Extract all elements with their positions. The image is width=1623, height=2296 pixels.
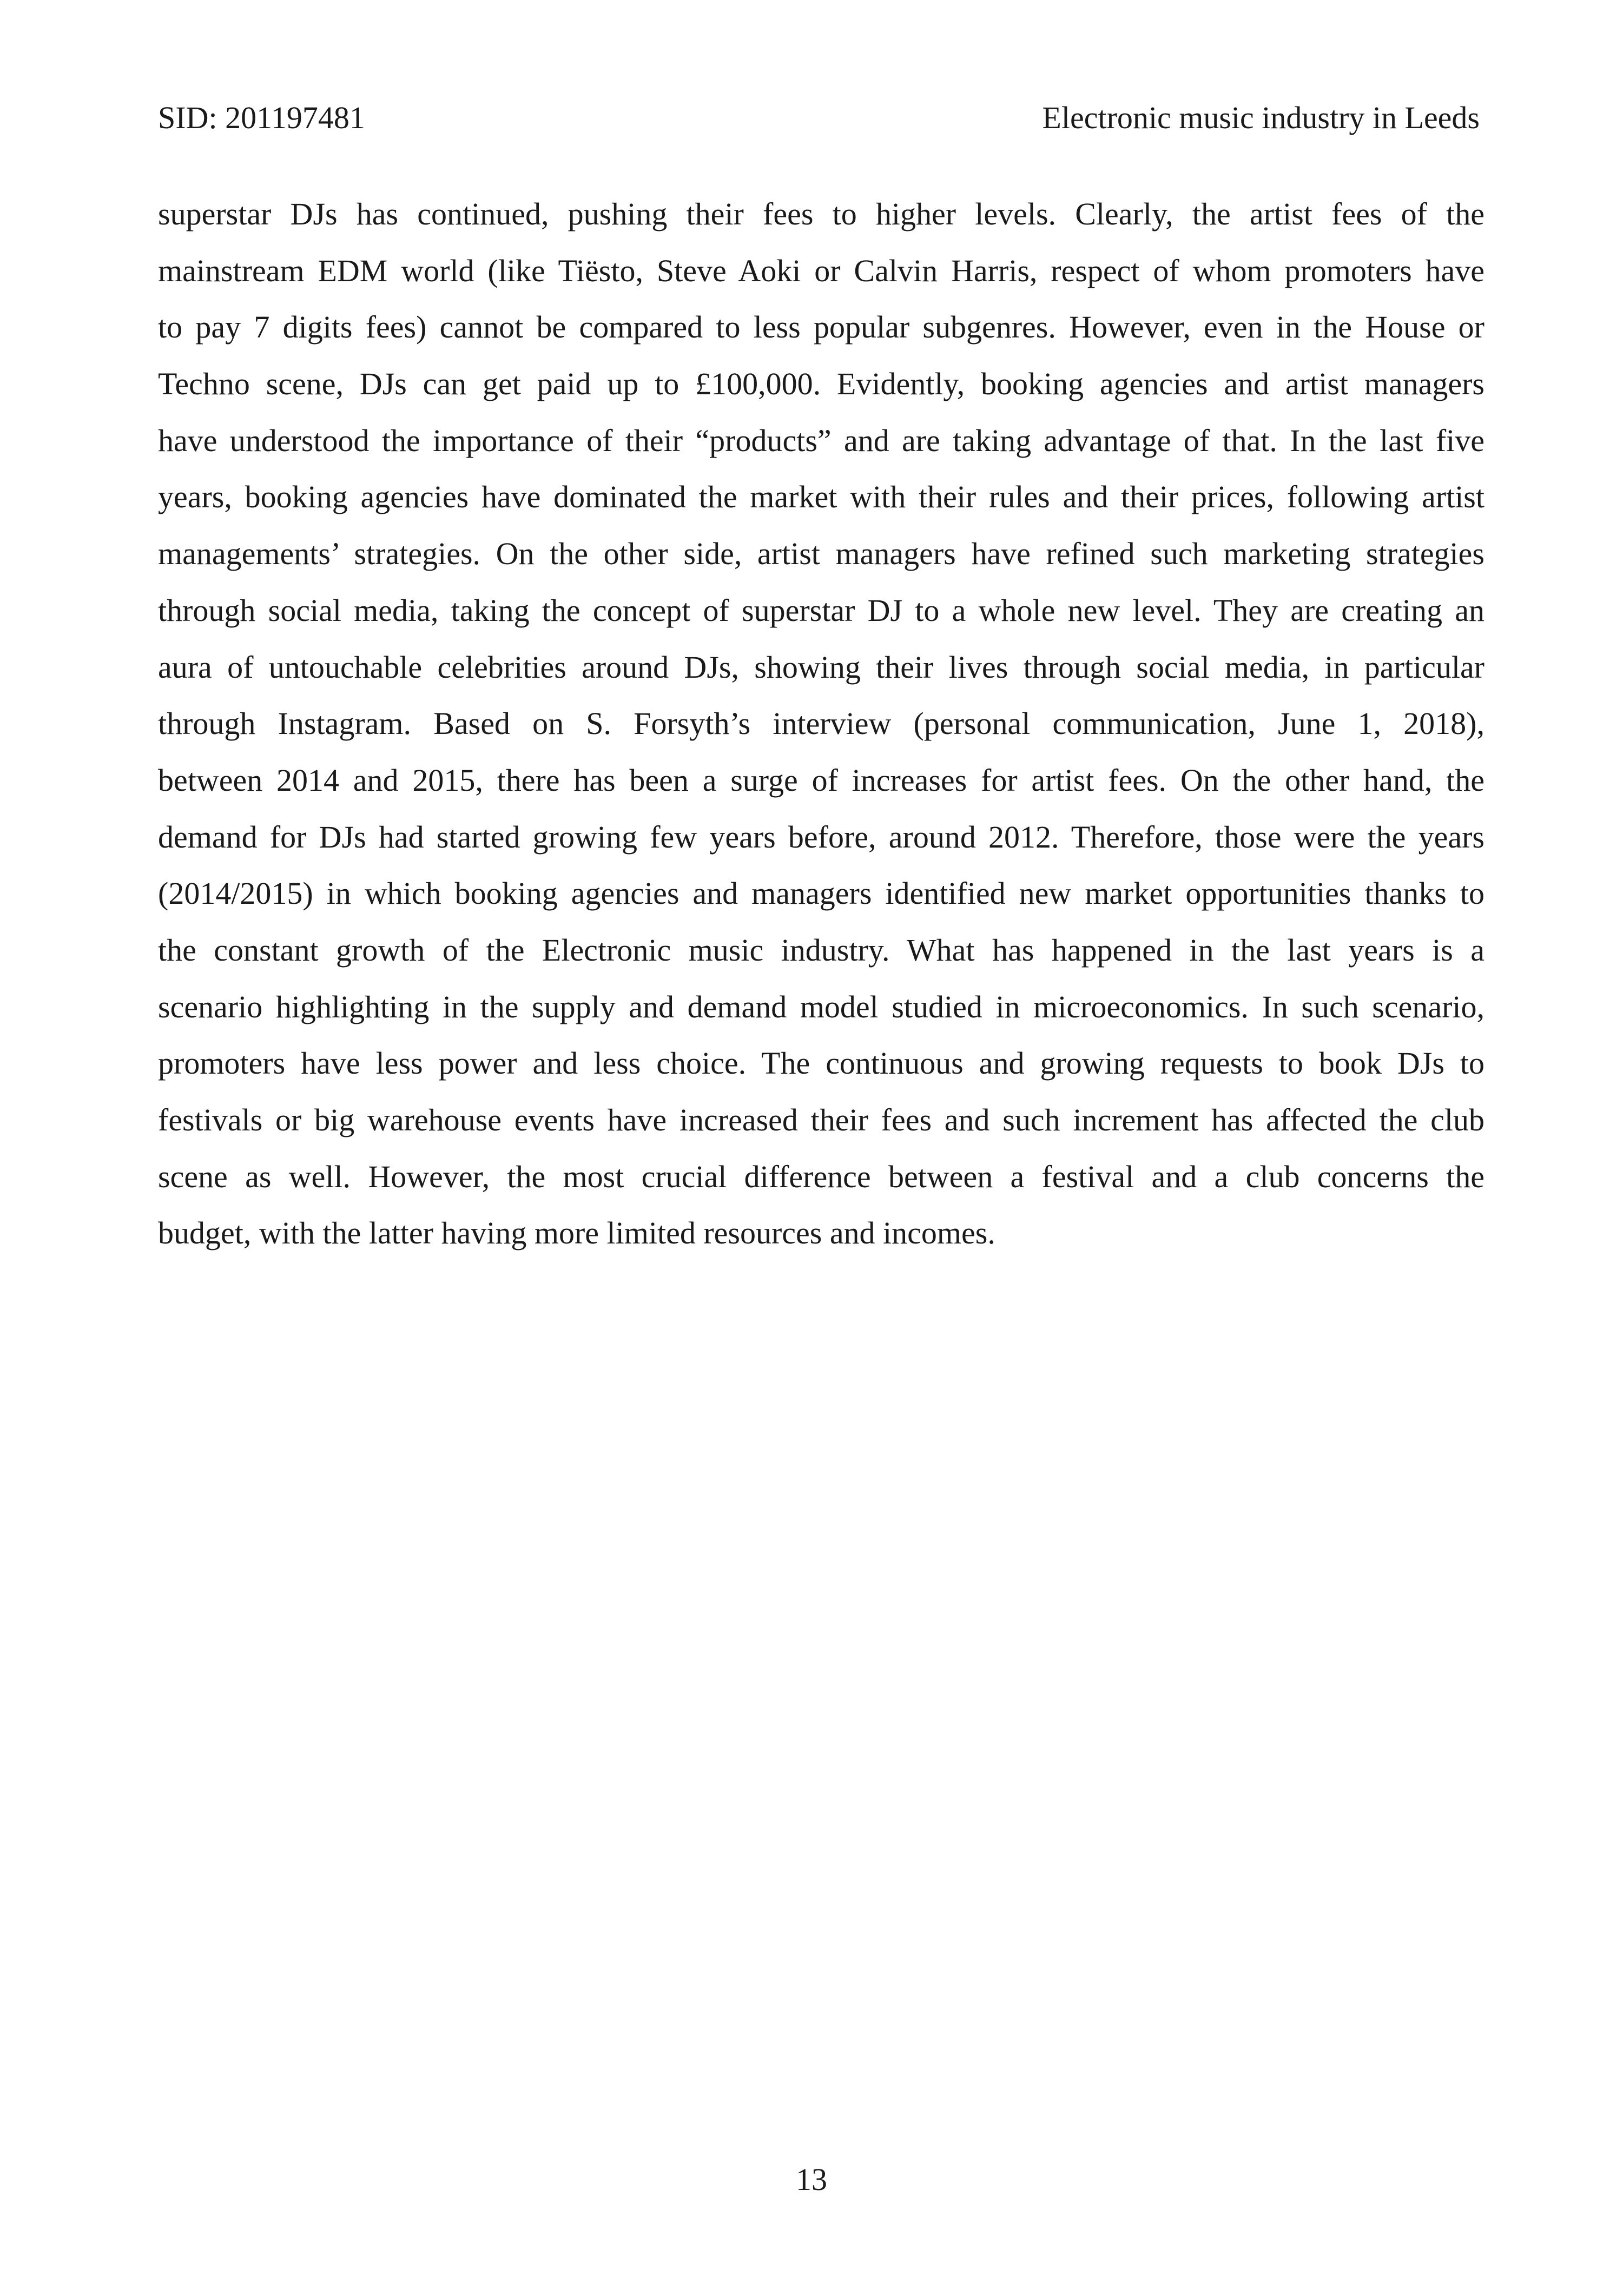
paragraph-line: have understood the importance of their “products” and are taking advantage of that. In the last five bbox=[158, 422, 1485, 458]
paragraph-line: demand for DJs had started growing few years before, around 2012. Therefore, those were the years bbox=[158, 819, 1485, 855]
paragraph-line: (2014/2015) in which booking agencies and managers identified new market opportunities thanks to bbox=[158, 876, 1485, 911]
paragraph-line: between 2014 and 2015, there has been a surge of increases for artist fees. On the other hand, the bbox=[158, 762, 1485, 798]
paragraph-line: mainstream EDM world (like Tiësto, Steve Aoki or Calvin Harris, respect of whom promoters have bbox=[158, 253, 1485, 288]
paragraph-line: Techno scene, DJs can get paid up to £100,000. Evidently, booking agencies and artist managers bbox=[158, 366, 1485, 402]
paragraph-line: scenario highlighting in the supply and demand model studied in microeconomics. In such scenario, bbox=[158, 989, 1485, 1024]
paragraph-line: scene as well. However, the most crucial difference between a festival and a club concerns the bbox=[158, 1159, 1485, 1194]
paragraph-line: the constant growth of the Electronic music industry. What has happened in the last years is a bbox=[158, 932, 1485, 968]
paragraph-line: years, booking agencies have dominated the market with their rules and their prices, following artist bbox=[158, 479, 1485, 515]
body-paragraph bbox=[158, 186, 1485, 1262]
page-number: 13 bbox=[796, 2162, 827, 2197]
paragraph-line: managements’ strategies. On the other side, artist managers have refined such marketing strategies bbox=[158, 536, 1485, 572]
paragraph-line: festivals or big warehouse events have increased their fees and such increment has affected the club bbox=[158, 1102, 1485, 1137]
page-header bbox=[158, 96, 1480, 140]
paragraph-line: through Instagram. Based on S. Forsyth’s interview (personal communication, June 1, 2018), bbox=[158, 706, 1485, 742]
paragraph-line: superstar DJs has continued, pushing their fees to higher levels. Clearly, the artist fees of the bbox=[158, 196, 1485, 231]
paragraph-line: to pay 7 digits fees) cannot be compared to less popular subgenres. However, even in the House or bbox=[158, 309, 1485, 345]
paragraph-line: promoters have less power and less choice. The continuous and growing requests to book DJs to bbox=[158, 1046, 1485, 1081]
paragraph-line: through social media, taking the concept of superstar DJ to a whole new level. They are creating an bbox=[158, 592, 1485, 628]
student-id: SID: 201197481 bbox=[158, 100, 365, 135]
running-title: Electronic music industry in Leeds bbox=[1042, 100, 1480, 135]
paragraph-line: budget, with the latter having more limited resources and incomes. bbox=[158, 1215, 995, 1251]
paragraph-line: aura of untouchable celebrities around DJs, showing their lives through social media, in particular bbox=[158, 649, 1485, 685]
